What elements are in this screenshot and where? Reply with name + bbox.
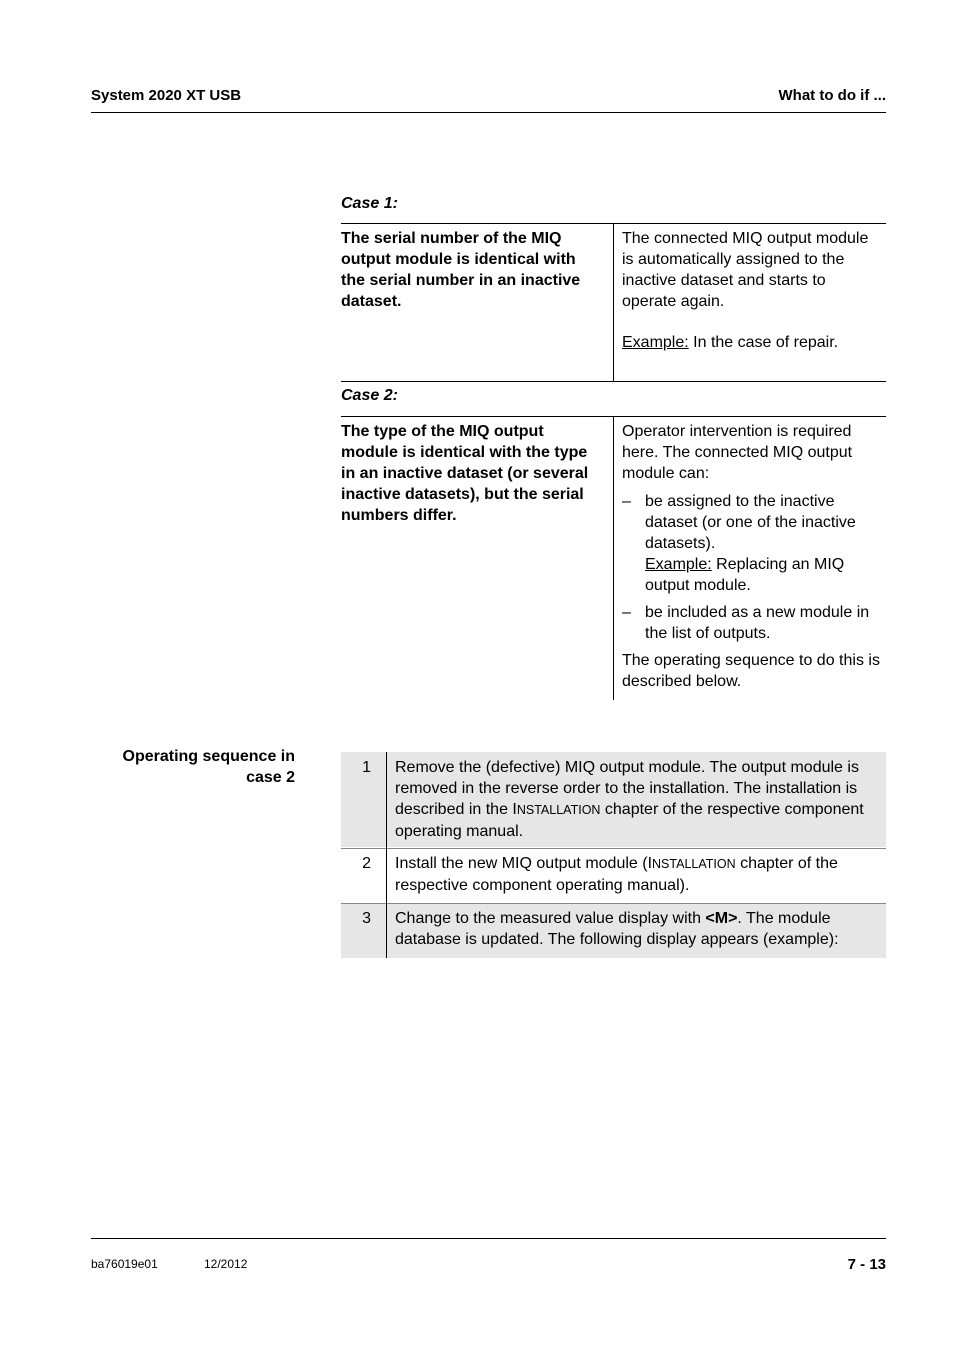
running-header-left: System 2020 XT USB: [91, 87, 242, 104]
step-number-divider: [386, 752, 387, 958]
case-1-result-text: The connected MIQ output module is automatically assigned to the inactive dataset and starts to operate again.: [622, 230, 869, 310]
footer-date: 12/2012: [204, 1257, 248, 1271]
step-3-text: [395, 908, 881, 950]
operating-sequence-heading: [91, 746, 295, 788]
bullet-1-example-label: Example:: [645, 556, 712, 573]
step-1-text: [395, 757, 881, 842]
step-2-text-b: chapter of the respective component operating manual).: [395, 855, 838, 894]
case-2-outro: The operating sequence to do this is described below.: [622, 652, 880, 690]
bullet-1-text: be assigned to the inactive dataset (or one of the inactive datasets).: [645, 493, 856, 552]
step-rule-2: [341, 903, 886, 904]
step-1-text-a: Remove the (defective) MIQ output module. The output module is removed in the reverse order to the installation. The installation is described in the: [395, 759, 859, 818]
step-2-number: 2: [362, 855, 371, 872]
step-2-smallcaps-rest: NSTALLATION: [652, 857, 736, 871]
bullet-1-example-text: Replacing an MIQ output module.: [645, 556, 845, 594]
case-1-example: [622, 332, 880, 353]
key-m-label: <M>: [705, 910, 738, 927]
bullet-1-marker: –: [622, 493, 631, 510]
header-rule: [91, 112, 886, 113]
case-1-example-label: Example:: [622, 334, 689, 351]
step-rule-1: [341, 848, 886, 849]
running-header-right: What to do if ...: [778, 87, 886, 104]
step-2-smallcaps-initial: I: [647, 855, 653, 872]
step-1-smallcaps-initial: I: [512, 801, 517, 818]
bullet-2-text: be included as a new module in the list of outputs.: [645, 604, 870, 642]
heading-line-2: case 2: [246, 769, 295, 786]
step-3-number: 3: [362, 910, 371, 927]
bullet-1: [645, 491, 883, 596]
page-number: 7 - 13: [847, 1256, 886, 1273]
step-2-text: [395, 853, 881, 896]
case-2-label: Case 2:: [341, 387, 398, 404]
bullet-2-marker: –: [622, 604, 631, 621]
case-1-condition: The serial number of the MIQ output module is identical with the serial number in an inactive dataset.: [341, 230, 581, 310]
case-1-example-text: In the case of repair.: [688, 334, 839, 351]
step-1-number: 1: [362, 759, 371, 776]
footer-rule: [91, 1238, 886, 1239]
step-3-text-a: Change to the measured value display with: [395, 910, 706, 927]
case-2-condition: The type of the MIQ output module is identical with the type in an inactive dataset (or several inactive datasets), but the serial numbers differ.: [341, 423, 589, 524]
footer-doc-id: ba76019e01: [91, 1257, 158, 1271]
step-3-text-b: . The module database is updated. The following display appears (example):: [395, 910, 839, 948]
case-1-bottom-rule: [341, 381, 886, 382]
case-2-divider: [613, 416, 614, 700]
heading-line-1: Operating sequence in: [122, 748, 295, 765]
step-1-smallcaps-rest: NSTALLATION: [516, 803, 601, 817]
case-1-label: Case 1:: [341, 195, 398, 212]
case-2-intro: Operator intervention is required here. The connected MIQ output module can:: [622, 423, 853, 482]
case-1-divider: [613, 223, 614, 382]
step-1-text-b: chapter of the respective component operating manual.: [395, 801, 864, 840]
step-2-text-a: Install the new MIQ output module (: [395, 855, 648, 872]
case-1-result: [622, 228, 880, 353]
